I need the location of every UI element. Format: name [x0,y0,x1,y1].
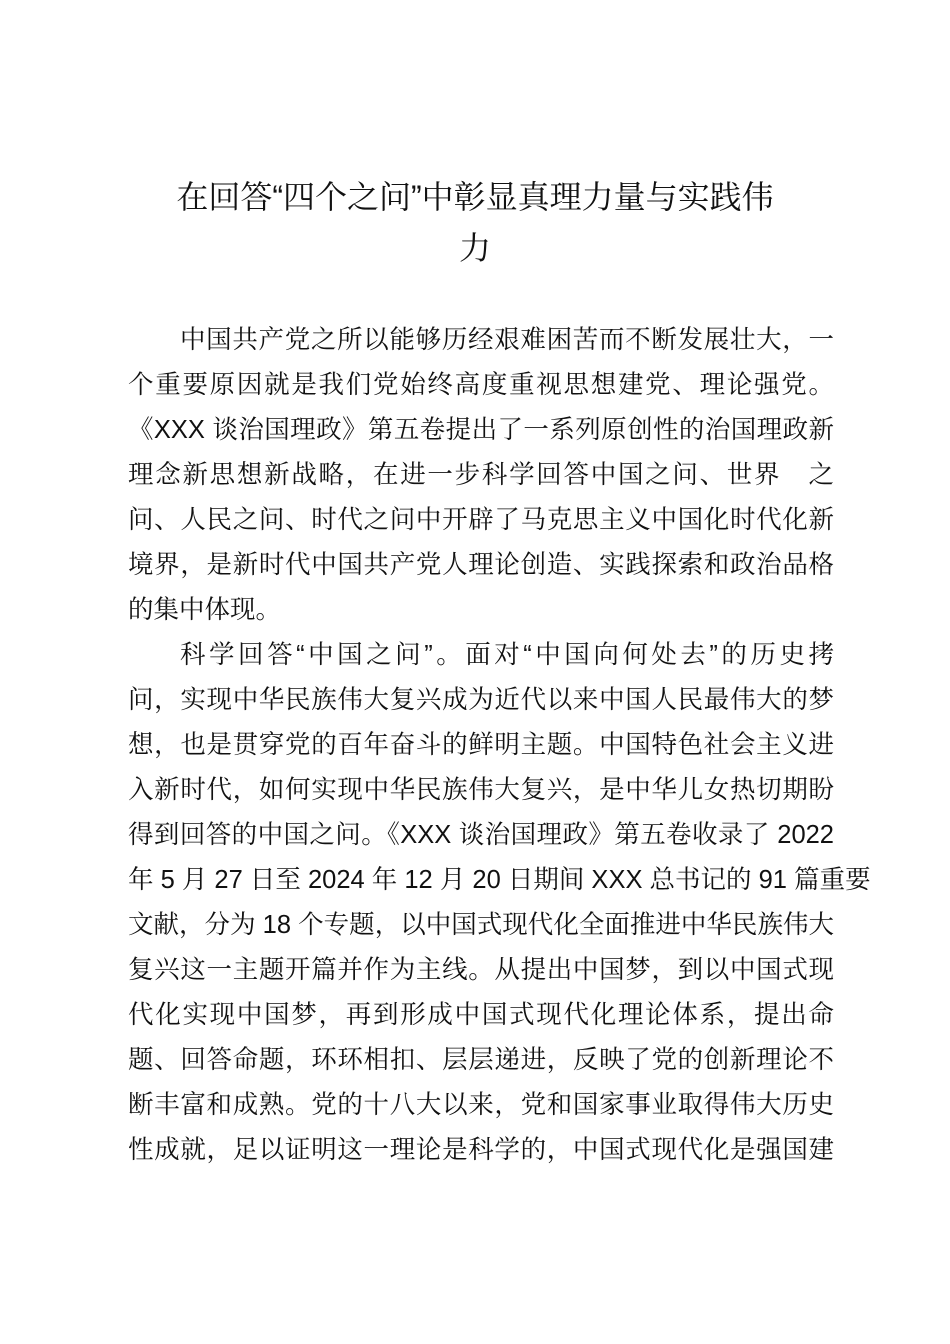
paragraph-intro [128,318,834,633]
paragraph-line: 年 5 月 27 日至 2024 年 12 月 20 日期间 XXX 总书记的 91 篇重要 [128,866,871,894]
paragraph-line: 代化实现中国梦，再到形成中国式现代化理论体系，提出命 [128,1001,834,1029]
document-title [100,177,850,268]
paragraph-line: 《XXX 谈治国理政》第五卷提出了一系列原创性的治国理政新 [128,416,834,444]
paragraph-line: 性成就，足以证明这一理论是科学的，中国式现代化是强国建 [128,1136,834,1164]
paragraph-line: 复兴这一主题开篇并作为主线。从提出中国梦，到以中国式现 [128,956,834,984]
paragraph-line: 问，实现中华民族伟大复兴成为近代以来中国人民最伟大的梦 [128,686,834,714]
paragraph-line: 理念新思想新战略，在进一步科学回答中国之问、世界 之 [128,461,834,489]
paragraph-line: 中国共产党之所以能够历经艰难困苦而不断发展壮大，一 [180,326,834,354]
paragraph-line: 题、回答命题，环环相扣、层层递进，反映了党的创新理论不 [128,1046,834,1074]
paragraph-line: 断丰富和成熟。党的十八大以来，党和国家事业取得伟大历史 [128,1091,834,1119]
paragraph-line: 想，也是贯穿党的百年奋斗的鲜明主题。中国特色社会主义进 [128,731,834,759]
paragraph-line: 得到回答的中国之问。《XXX 谈治国理政》第五卷收录了 2022 [128,821,834,849]
paragraph-line: 个重要原因就是我们党始终高度重视思想建党、理论强党。 [128,371,834,399]
paragraph-line: 境界，是新时代中国共产党人理论创造、实践探索和政治品格 [128,551,834,579]
paragraph-line: 入新时代，如何实现中华民族伟大复兴，是中华儿女热切期盼 [128,776,834,804]
paragraph-line: 问、人民之问、时代之问中开辟了马克思主义中国化时代化新 [128,506,834,534]
paragraph-line: 文献，分为 18 个专题，以中国式现代化全面推进中华民族伟大 [128,911,834,939]
paragraph-line: 科学回答“中国之问”。面对“中国向何处去”的历史拷 [180,641,834,669]
title-line: 力 [458,230,491,266]
title-line: 在回答“四个之问”中彰显真理力量与实践伟 [176,179,774,215]
paragraph-china-question [128,633,871,1173]
paragraph-line: 的集中体现。 [128,596,282,624]
